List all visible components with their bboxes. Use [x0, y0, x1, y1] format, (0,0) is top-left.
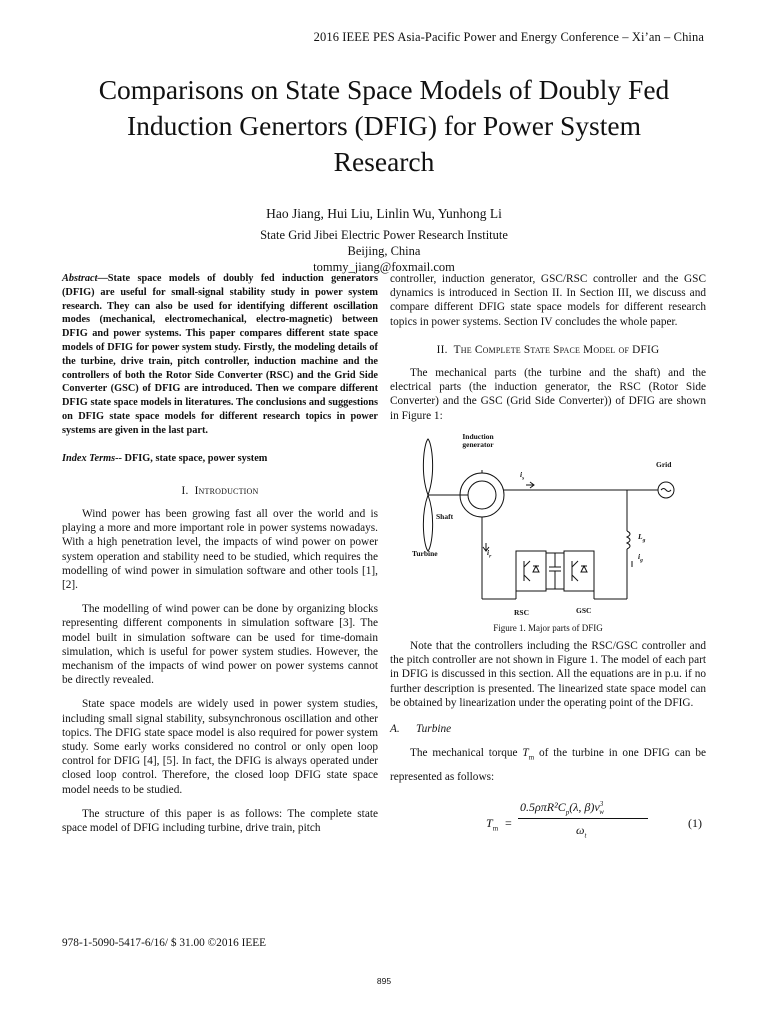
numerator-rest: (λ, β)v [569, 799, 600, 814]
abstract-text: —State space models of doubly fed induction generators (DFIG) are useful for small-signal stability study in power system research. They can also be used for identifying different oscillation modes (mechanical, electromechanical, electro-magnetic) between DFIG and power systems. This paper compares different state space models of DFIG for power system study. Firstly, the modeling details of the turbine, drive train, pitch controller, induction machine and the controllers of both the Rotor Side Converter (RSC) and the Grid Side Converter (GSC) of DFIG are introduced. Then we compare different DFIG state space models in literatures. The conclusions and suggestions on DFIG state space models for different research topics in power systems are given in the last part. [62, 273, 378, 436]
gsc-box [564, 551, 594, 591]
label-grid-current [638, 553, 643, 565]
rsc-box [516, 551, 546, 591]
section-heading-introduction [62, 484, 378, 498]
equation-lhs [486, 816, 498, 836]
numerator-sup: 3 [599, 799, 604, 808]
title-line-2: Induction Genertors (DFIG) for Power System [126, 110, 641, 141]
title-line-3: Research [333, 146, 435, 177]
affiliation-email[interactable]: tommy_jiang@foxmail.com [313, 260, 455, 274]
label-ig-sub: g [640, 557, 643, 564]
intro-paragraph-2: The modelling of wind power can be done by organizing blocks representing different components in simulation software [3]. The model built in simulation software can be used for time-domain simulation, which is useful for power system studies. However, the mechanism of the impacts of wind power on power systems cannot be directly revealed. [62, 603, 378, 687]
label-ir-sub: r [489, 553, 492, 560]
label-shaft: Shaft [436, 511, 454, 521]
label-lg-symbol: L [638, 531, 643, 541]
label-ig-symbol: i [638, 551, 641, 561]
label-rsc: RSC [514, 607, 530, 617]
subsection-title: Turbine [416, 723, 452, 736]
label-ir-symbol: i [487, 547, 490, 557]
abstract-lead: Abstract [62, 273, 98, 284]
generator-inner-circle [468, 481, 496, 509]
turbine-blade-top [423, 439, 432, 495]
numerator-main: 0.5ρπR²C [520, 799, 566, 814]
turbine-blade-bottom [423, 495, 432, 551]
fraction-bar [518, 818, 648, 819]
affiliation-city: Beijing, China [347, 244, 421, 258]
index-terms-lead: Index Terms [62, 452, 116, 464]
title-line-1: Comparisons on State Space Models of Doubly Fed [98, 74, 670, 105]
right-column [390, 272, 706, 861]
left-column [62, 272, 378, 845]
subsection-heading-turbine [390, 722, 706, 736]
inductor-lg [627, 531, 630, 549]
denominator-sub: t [584, 830, 587, 839]
index-terms [62, 452, 378, 466]
conference-header: 2016 IEEE PES Asia-Pacific Power and Energy Conference – Xi’an – China [313, 30, 704, 44]
label-turbine: Turbine [412, 548, 438, 558]
affiliation-institute: State Grid Jibei Electric Power Research Institute [260, 228, 508, 242]
turbine-text-after: of the turbine in one DFIG can be represented as follows: [390, 747, 707, 783]
label-lg-sub: g [642, 537, 646, 544]
label-induction: Induction [462, 431, 494, 441]
equation-equals: = [505, 815, 512, 830]
label-generator: generator [462, 440, 494, 450]
label-is-symbol: i [520, 469, 523, 479]
page-number: 895 [376, 976, 392, 986]
equation-number: (1) [688, 815, 702, 830]
paper-title [40, 72, 728, 180]
label-stator-current [520, 471, 524, 483]
intro-paragraph-1: Wind power has been growing fast all over the world and is playing a more and more important role in power systems nowadays. With a high penetration level, the impacts of wind power on power system operation and stability need to be studied, which requires the modelling of wind power in simulation software and other tools [1], [2]. [62, 507, 378, 591]
turbine-text-before: The mechanical torque [410, 747, 523, 760]
equation-numerator [520, 797, 604, 820]
numerator-sub: p [565, 807, 570, 816]
section-heading-complete-model [390, 343, 706, 357]
equation-lhs-symbol: T [486, 815, 493, 830]
section-title: Introduction [194, 484, 259, 497]
torque-symbol: T [522, 747, 529, 760]
label-rotor-current [487, 549, 491, 561]
figure-caption: Figure 1. Major parts of DFIG [493, 622, 603, 633]
complete-paragraph-2: Note that the controllers including the RSC/GSC controller and the pitch controller are not shown in Figure 1. The model of each part in DFIG is discussed in this section. All the equations are in p.u. if no further description is presented. The linearized state space model can be obtained by linearization under the operating point of the DFIG. [390, 640, 706, 709]
numerator-sub2: w [599, 807, 604, 816]
label-filter-inductance [638, 533, 645, 545]
abstract [62, 272, 378, 438]
intro-paragraph-4: The structure of this paper is as follows: The complete state space model of DFIG including turbine, drive train, pitch [62, 807, 378, 835]
affiliation [0, 227, 768, 275]
copyright-notice: 978-1-5090-5417-6/16/ $ 31.00 ©2016 IEEE [62, 937, 267, 949]
turbine-paragraph [390, 744, 706, 786]
denominator-symbol: ω [576, 822, 585, 837]
figure-dfig-diagram [390, 433, 706, 619]
equation-denominator [576, 823, 586, 843]
label-gsc: GSC [576, 605, 592, 615]
label-is-sub: s [522, 475, 525, 482]
intro-paragraph-3: State space models are widely used in power system studies, including small signal stability, subsynchronous oscillation and other topics. The DFIG state space model is also required for power system study. Some early works considered no control or only open loop control for DFIG [4], [5]. In fact, the DFIG is always operated under closed loop control. Therefore, the closed loop DFIG state space model needs to be studied. [62, 698, 378, 796]
equation-lhs-sub: m [492, 823, 499, 832]
section-number: II. [436, 343, 448, 356]
section-number: I. [181, 484, 189, 497]
complete-paragraph-1: The mechanical parts (the turbine and the shaft) and the electrical parts (the induction generator, the RSC (Rotor Side Converter) and the GSC (Grid Side Converter)) of DFIG are shown in Figure 1: [390, 367, 706, 422]
subsection-number: A. [390, 723, 400, 736]
section-title: The Complete State Space Model of DFIG [453, 343, 660, 356]
label-induction-generator [448, 433, 508, 450]
author-list: Hao Jiang, Hui Liu, Linlin Wu, Yunhong Li [266, 206, 502, 221]
equation-1 [390, 797, 706, 853]
intro-continuation: controller, induction generator, GSC/RSC controller and the GSC dynamics is introduced in Section II. In Section III, we discuss and compare different DFIG state space models for different research topics in power systems. Section IV concludes the whole paper. [390, 273, 706, 328]
label-grid: Grid [656, 459, 672, 469]
index-terms-text: -- DFIG, state space, power system [115, 452, 268, 464]
torque-symbol-sub: m [528, 753, 535, 762]
